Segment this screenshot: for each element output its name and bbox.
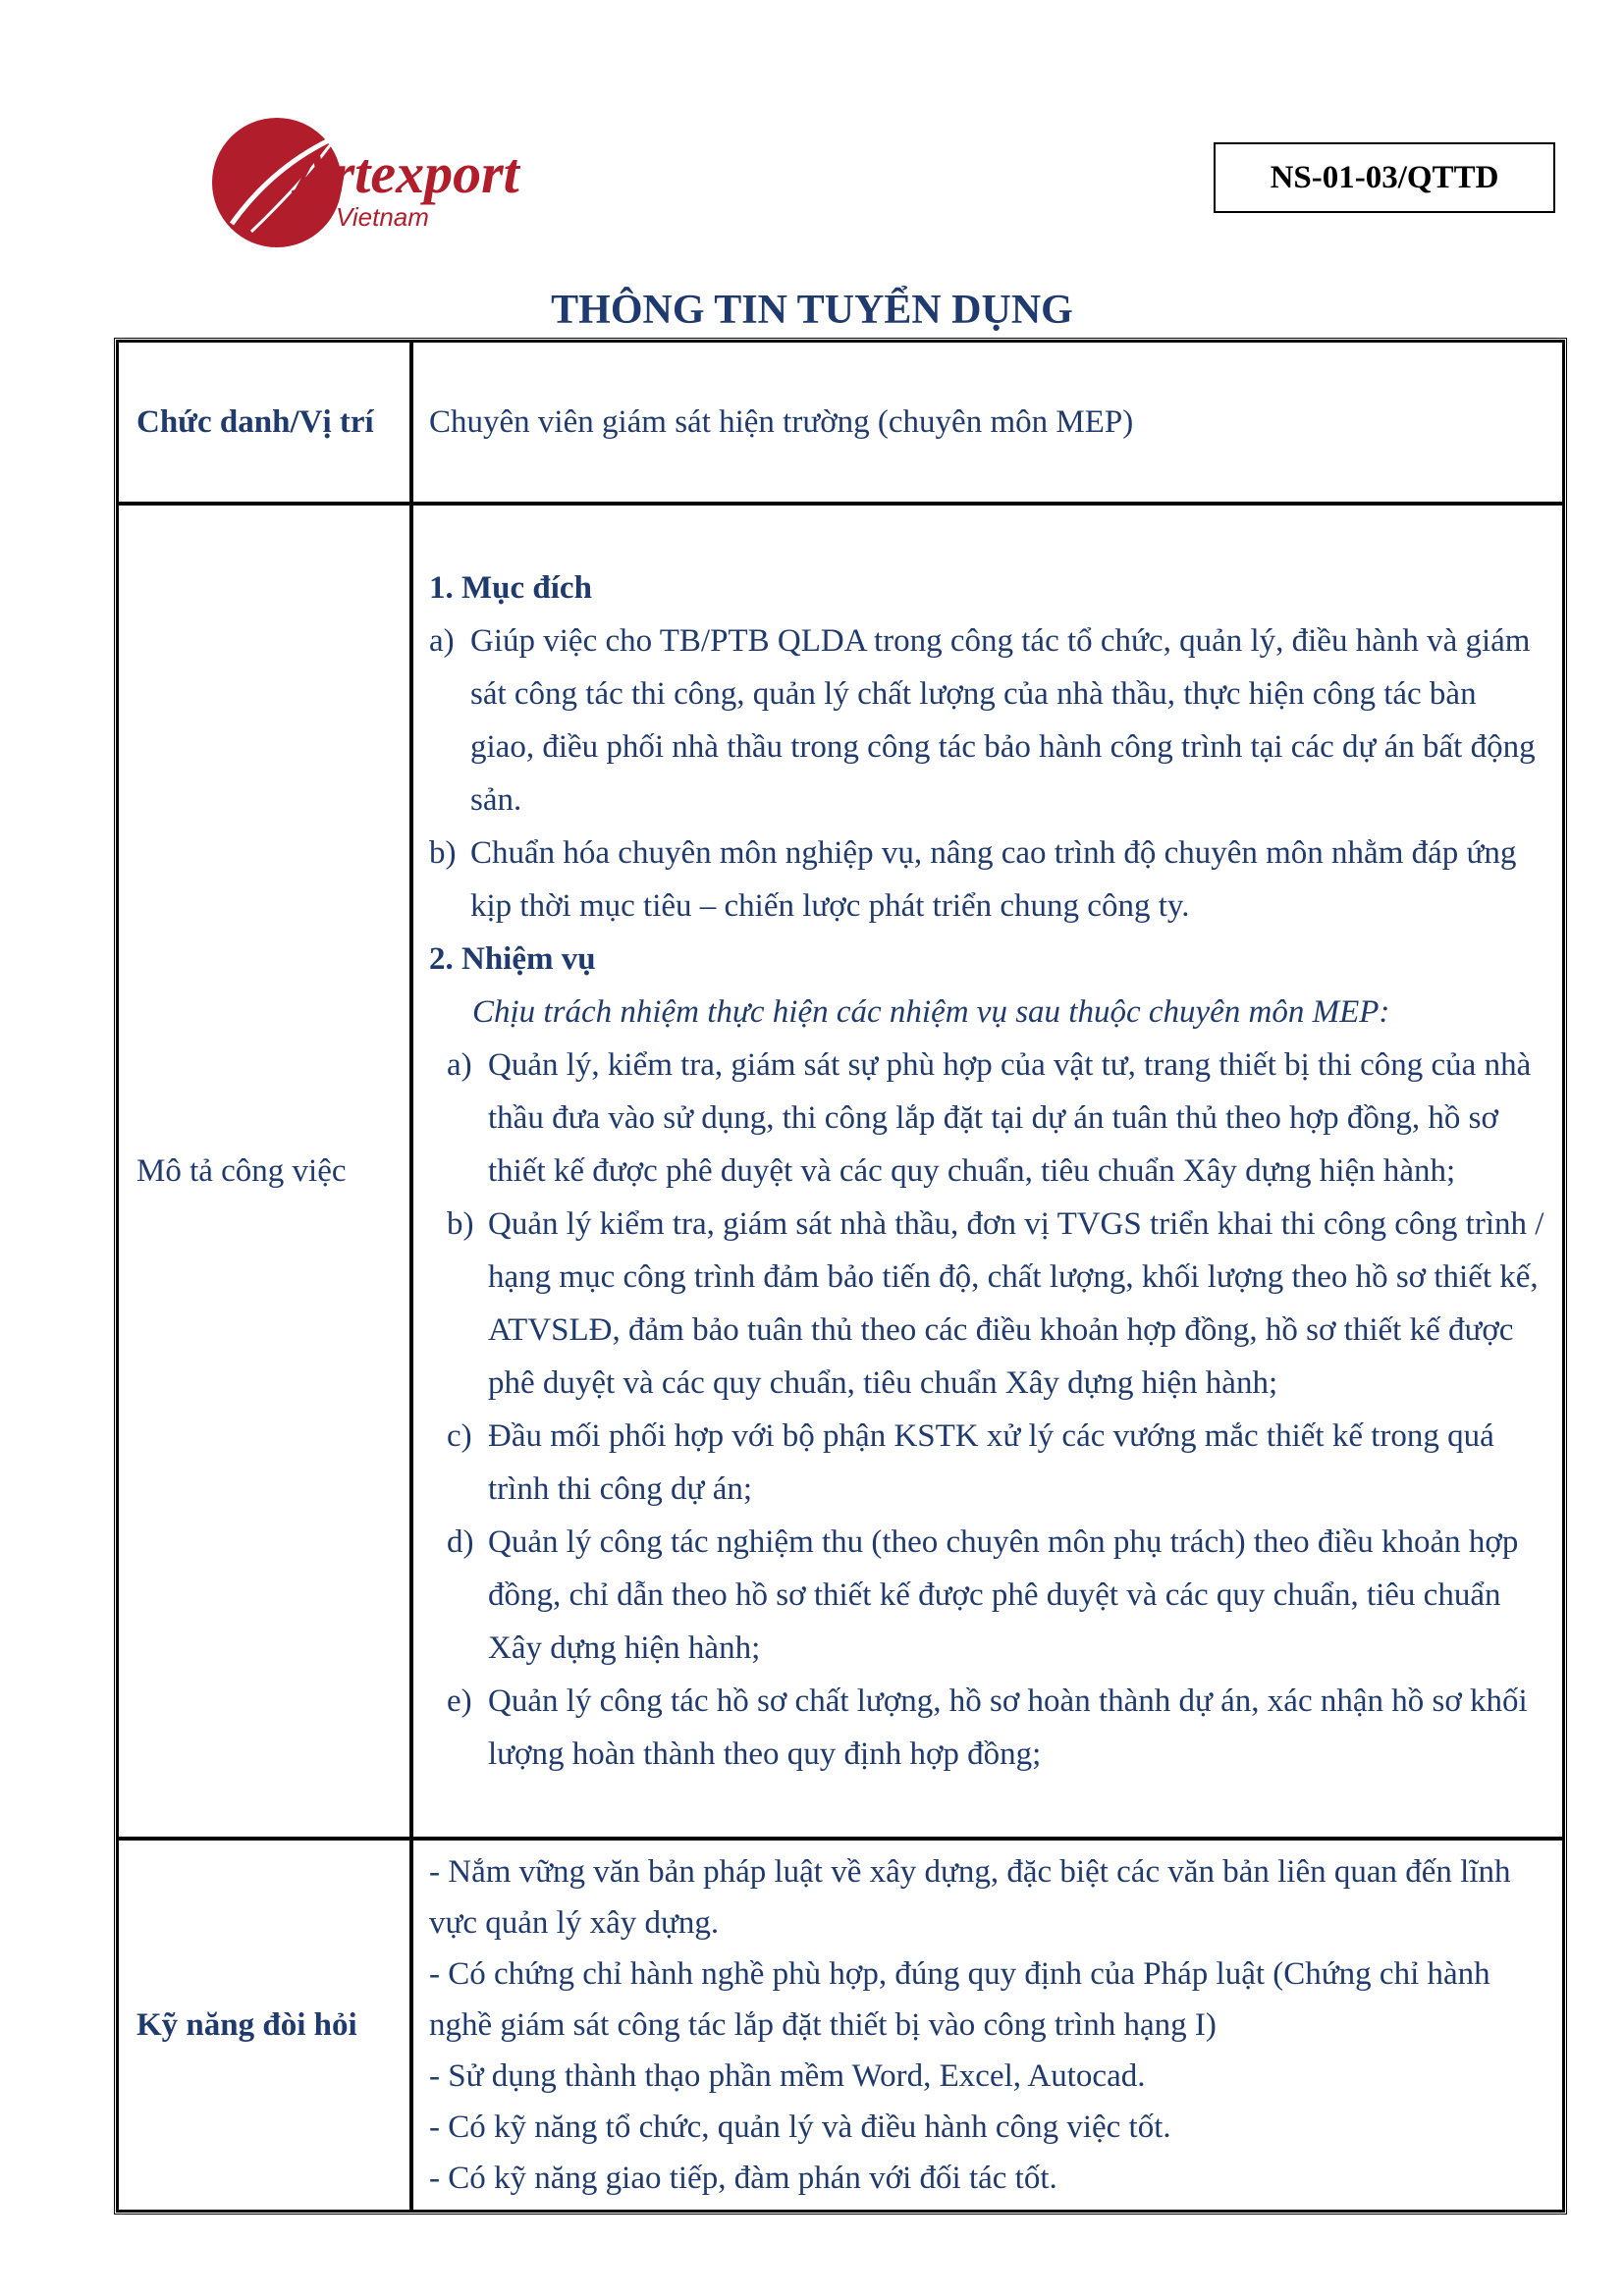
duty-item <box>429 1039 1546 1198</box>
skill-item: - Có kỹ năng giao tiếp, đàm phán với đối tác tốt. <box>429 2161 1057 2196</box>
list-text: Chuẩn hóa chuyên môn nghiệp vụ, nâng cao trình độ chuyên môn nhằm đáp ứng kịp thời mục tiêu – chiến lược phát triển chung công ty. <box>470 835 1517 924</box>
skill-item: - Nắm vững văn bản pháp luật về xây dựng, đặc biệt các văn bản liên quan đến lĩnh vực quản lý xây dựng. <box>429 1854 1511 1941</box>
duty-item <box>429 1516 1546 1675</box>
table-row-position <box>117 341 1564 504</box>
logo-brand: Artexport <box>295 141 519 205</box>
list-text: Giúp việc cho TB/PTB QLDA trong công tác tổ chức, quản lý, điều hành và giám sát công tác thi công, quản lý chất lượng của nhà thầu, thực hiện công tác bàn giao, điều phối nhà thầu trong công tác bảo hành công trình tại các dự án bất động sản. <box>470 623 1536 818</box>
document-code: NS-01-03/QTTD <box>1214 142 1555 213</box>
list-marker: b) <box>429 835 457 871</box>
list-marker: a) <box>429 623 455 659</box>
list-marker: e) <box>447 1683 472 1719</box>
list-text: Đầu mối phối hợp với bộ phận KSTK xử lý các vướng mắc thiết kế trong quá trình thi công dự án; <box>488 1418 1494 1507</box>
skills-content <box>411 1839 1564 2212</box>
skills-label: Kỹ năng đòi hỏi <box>117 1839 411 2212</box>
duty-item <box>429 1410 1546 1516</box>
job-description-label: Mô tả công việc <box>117 504 411 1839</box>
list-text: Quản lý kiểm tra, giám sát nhà thầu, đơn vị TVGS triển khai thi công công trình / hạng mục công trình đảm bảo tiến độ, chất lượng, khối lượng theo hồ sơ thiết kế, ATVSLĐ, đảm bảo tuân thủ theo các điều khoản hợp đồng, hồ sơ thiết kế được phê duyệt và các quy chuẩn, tiêu chuẩn Xây dựng hiện hành; <box>488 1206 1544 1401</box>
list-marker: c) <box>447 1418 472 1454</box>
purpose-heading: 1. Mục đích <box>429 570 592 606</box>
artexport-logo <box>212 116 546 253</box>
position-label: Chức danh/Vị trí <box>117 341 411 504</box>
purpose-item <box>429 614 1546 827</box>
list-marker: d) <box>447 1524 474 1560</box>
purpose-item <box>429 827 1546 933</box>
skill-item: - Có chứng chỉ hành nghề phù hợp, đúng quy định của Pháp luật (Chứng chỉ hành nghề giám sát công tác lắp đặt thiết bị vào công trình hạng I) <box>429 1956 1490 2043</box>
list-marker: b) <box>447 1206 474 1242</box>
list-text: Quản lý công tác nghiệm thu (theo chuyên môn phụ trách) theo điều khoản hợp đồng, chỉ dẫn theo hồ sơ thiết kế được phê duyệt và các quy chuẩn, tiêu chuẩn Xây dựng hiện hành; <box>488 1524 1519 1666</box>
logo-sub: Vietnam <box>336 202 429 232</box>
duty-item <box>429 1198 1546 1410</box>
duties-heading: 2. Nhiệm vụ <box>429 941 596 977</box>
duties-intro: Chịu trách nhiệm thực hiện các nhiệm vụ sau thuộc chuyên môn MEP: <box>472 994 1390 1030</box>
page-title: THÔNG TIN TUYỂN DỤNG <box>551 288 1073 333</box>
duty-item <box>429 1675 1546 1781</box>
table-row-job-description <box>117 504 1564 1839</box>
position-value: Chuyên viên giám sát hiện trường (chuyên môn MEP) <box>411 341 1564 504</box>
list-text: Quản lý, kiểm tra, giám sát sự phù hợp của vật tư, trang thiết bị thi công của nhà thầu đưa vào sử dụng, thi công lắp đặt tại dự án tuân thủ theo hợp đồng, hồ sơ thiết kế được phê duyệt và các quy chuẩn, tiêu chuẩn Xây dựng hiện hành; <box>488 1047 1532 1189</box>
list-marker: a) <box>447 1047 472 1083</box>
recruitment-table <box>114 338 1567 2215</box>
list-text: Quản lý công tác hồ sơ chất lượng, hồ sơ hoàn thành dự án, xác nhận hồ sơ khối lượng hoàn thành theo quy định hợp đồng; <box>488 1683 1528 1772</box>
job-description-content <box>411 504 1564 1839</box>
skill-item: - Có kỹ năng tổ chức, quản lý và điều hành công việc tốt. <box>429 2109 1171 2145</box>
table-row-skills <box>117 1839 1564 2212</box>
skill-item: - Sử dụng thành thạo phần mềm Word, Excel, Autocad. <box>429 2058 1146 2094</box>
